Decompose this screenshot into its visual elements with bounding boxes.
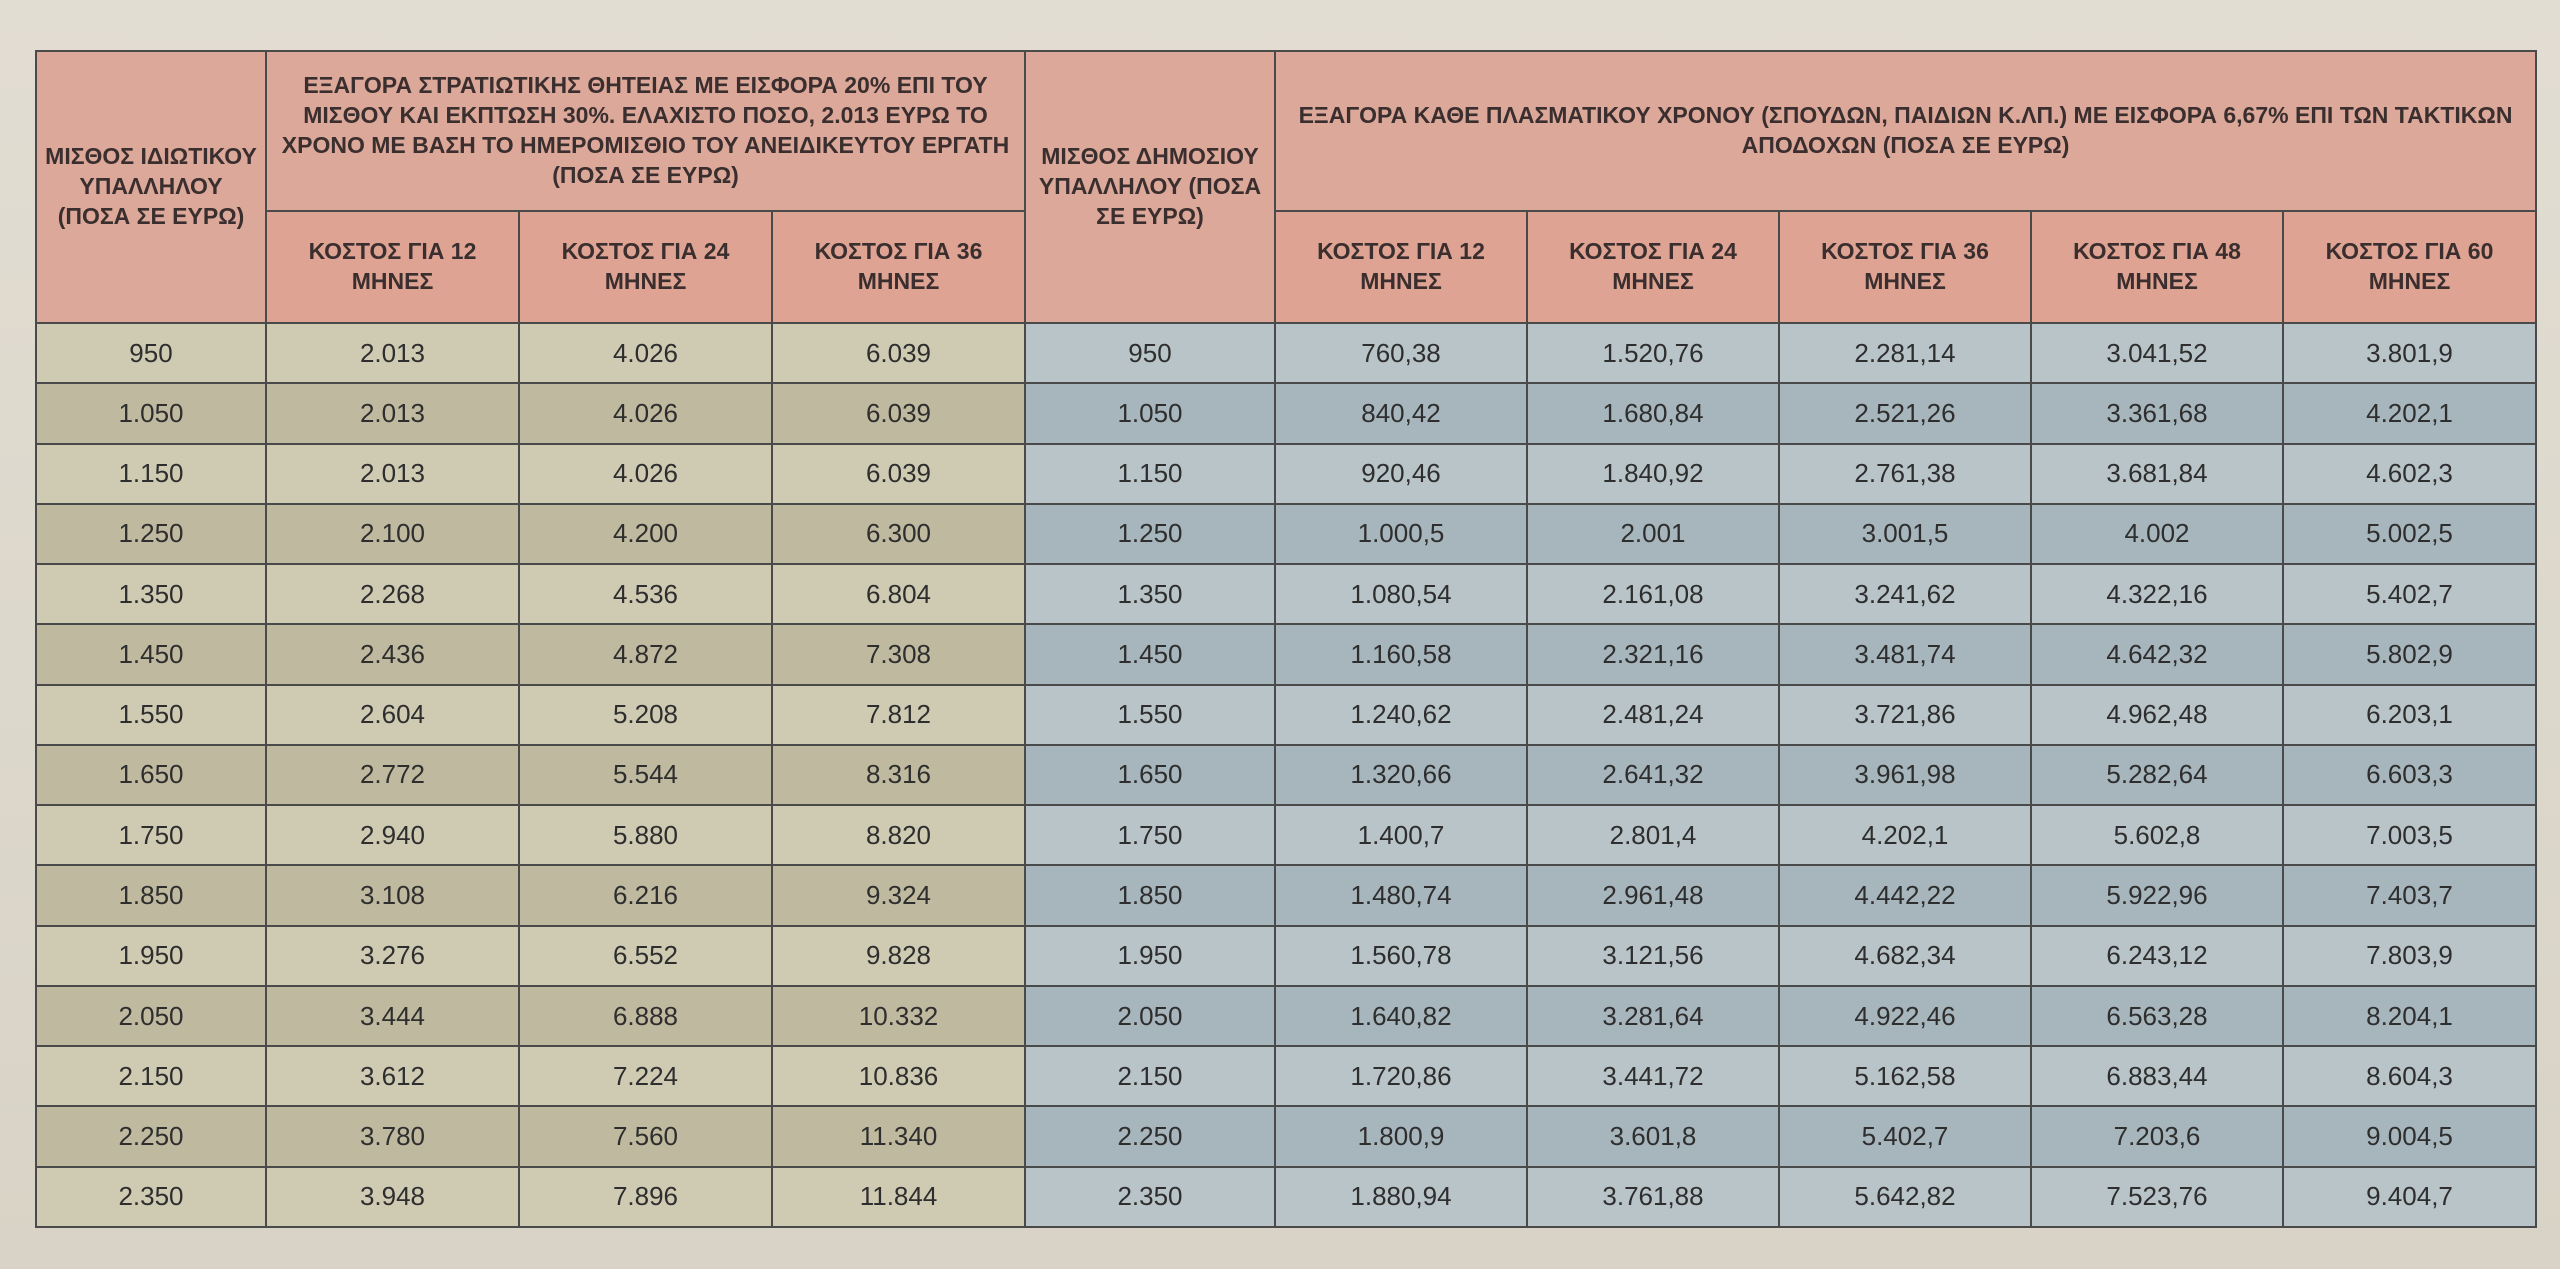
cell-notional-24: 1.520,76 [1527,323,1779,383]
cell-private-salary: 1.550 [36,685,266,745]
cell-public-salary: 1.150 [1025,444,1275,504]
cell-public-salary: 2.050 [1025,986,1275,1046]
subheader-military-12: ΚΟΣΤΟΣ ΓΙΑ 12 ΜΗΝΕΣ [266,211,519,323]
cell-military-24: 4.026 [519,323,772,383]
table-row [36,986,2536,1046]
cell-public-salary: 1.750 [1025,805,1275,865]
cell-military-36: 10.836 [772,1046,1025,1106]
cell-military-36: 8.316 [772,745,1025,805]
cell-notional-36: 4.442,22 [1779,865,2031,925]
cell-military-24: 6.216 [519,865,772,925]
cell-notional-60: 7.803,9 [2283,926,2536,986]
subheader-notional-48: ΚΟΣΤΟΣ ΓΙΑ 48 ΜΗΝΕΣ [2031,211,2283,323]
header-military-buyback: ΕΞΑΓΟΡΑ ΣΤΡΑΤΙΩΤΙΚΗΣ ΘΗΤΕΙΑΣ ΜΕ ΕΙΣΦΟΡΑ 20% ΕΠΙ ΤΟΥ ΜΙΣΘΟΥ ΚΑΙ ΕΚΠΤΩΣΗ 30%. ΕΛΑΧΙΣΤΟ ΠΟΣΟ, 2.013 ΕΥΡΩ ΤΟ ΧΡΟΝΟ ΜΕ ΒΑΣΗ ΤΟ ΗΜΕΡΟΜΙΣΘΙΟ ΤΟΥ ΑΝΕΙΔΙΚΕΥΤΟΥ ΕΡΓΑΤΗ (ΠΟΣΑ ΣΕ ΕΥΡΩ) [266,51,1025,211]
cell-notional-24: 3.761,88 [1527,1167,1779,1227]
cell-private-salary: 2.250 [36,1106,266,1166]
cell-notional-60: 5.802,9 [2283,624,2536,684]
cell-public-salary: 1.550 [1025,685,1275,745]
table-row [36,745,2536,805]
cell-military-12: 3.948 [266,1167,519,1227]
cell-notional-12: 1.800,9 [1275,1106,1527,1166]
cell-notional-48: 6.243,12 [2031,926,2283,986]
cell-notional-24: 3.281,64 [1527,986,1779,1046]
cell-notional-60: 8.604,3 [2283,1046,2536,1106]
cell-private-salary: 1.050 [36,383,266,443]
cell-military-24: 4.026 [519,444,772,504]
cell-notional-24: 3.601,8 [1527,1106,1779,1166]
cell-military-24: 6.888 [519,986,772,1046]
cell-notional-24: 2.961,48 [1527,865,1779,925]
table-row [36,323,2536,383]
cell-military-24: 5.880 [519,805,772,865]
cell-private-salary: 2.350 [36,1167,266,1227]
cell-military-12: 2.013 [266,323,519,383]
cell-military-12: 3.444 [266,986,519,1046]
table-row [36,1046,2536,1106]
table-row [36,1106,2536,1166]
cell-notional-48: 3.681,84 [2031,444,2283,504]
cell-military-12: 2.772 [266,745,519,805]
cell-notional-36: 2.761,38 [1779,444,2031,504]
cell-notional-60: 7.003,5 [2283,805,2536,865]
table-row [36,685,2536,745]
cell-military-12: 3.780 [266,1106,519,1166]
table-row [36,444,2536,504]
cell-military-36: 9.828 [772,926,1025,986]
cell-notional-36: 2.521,26 [1779,383,2031,443]
subheader-notional-24: ΚΟΣΤΟΣ ΓΙΑ 24 ΜΗΝΕΣ [1527,211,1779,323]
cell-notional-24: 3.121,56 [1527,926,1779,986]
cell-military-36: 6.804 [772,564,1025,624]
subheader-notional-36: ΚΟΣΤΟΣ ΓΙΑ 36 ΜΗΝΕΣ [1779,211,2031,323]
cell-notional-48: 4.322,16 [2031,564,2283,624]
cell-military-12: 2.604 [266,685,519,745]
cell-private-salary: 1.250 [36,504,266,564]
cell-notional-48: 5.282,64 [2031,745,2283,805]
buyback-cost-table [35,50,2537,1228]
cell-notional-36: 5.642,82 [1779,1167,2031,1227]
cell-military-24: 7.560 [519,1106,772,1166]
cell-military-12: 3.108 [266,865,519,925]
cell-notional-60: 9.404,7 [2283,1167,2536,1227]
cell-military-12: 2.940 [266,805,519,865]
cell-private-salary: 2.150 [36,1046,266,1106]
cell-notional-48: 4.002 [2031,504,2283,564]
header-notional-time-buyback: ΕΞΑΓΟΡΑ ΚΑΘΕ ΠΛΑΣΜΑΤΙΚΟΥ ΧΡΟΝΟΥ (ΣΠΟΥΔΩΝ, ΠΑΙΔΙΩΝ Κ.ΛΠ.) ΜΕ ΕΙΣΦΟΡΑ 6,67% ΕΠΙ ΤΩΝ ΤΑΚΤΙΚΩΝ ΑΠΟΔΟΧΩΝ (ΠΟΣΑ ΣΕ ΕΥΡΩ) [1275,51,2536,211]
cell-notional-48: 6.883,44 [2031,1046,2283,1106]
cell-public-salary: 2.150 [1025,1046,1275,1106]
cell-notional-12: 1.480,74 [1275,865,1527,925]
cell-private-salary: 950 [36,323,266,383]
cell-notional-24: 3.441,72 [1527,1046,1779,1106]
cell-notional-12: 1.320,66 [1275,745,1527,805]
cell-notional-24: 2.001 [1527,504,1779,564]
cell-public-salary: 1.950 [1025,926,1275,986]
cell-notional-12: 1.000,5 [1275,504,1527,564]
header-private-salary: ΜΙΣΘΟΣ ΙΔΙΩΤΙΚΟΥ ΥΠΑΛΛΗΛΟΥ (ΠΟΣΑ ΣΕ ΕΥΡΩ) [36,51,266,323]
cell-public-salary: 1.250 [1025,504,1275,564]
cell-notional-12: 1.880,94 [1275,1167,1527,1227]
table-row [36,1167,2536,1227]
cell-military-24: 4.872 [519,624,772,684]
cell-military-24: 6.552 [519,926,772,986]
cell-notional-60: 6.203,1 [2283,685,2536,745]
cell-public-salary: 1.650 [1025,745,1275,805]
table-row [36,564,2536,624]
cell-notional-60: 5.002,5 [2283,504,2536,564]
cell-notional-60: 3.801,9 [2283,323,2536,383]
cell-military-12: 3.276 [266,926,519,986]
cell-notional-36: 5.162,58 [1779,1046,2031,1106]
cell-private-salary: 1.350 [36,564,266,624]
cell-notional-60: 4.202,1 [2283,383,2536,443]
cell-military-24: 4.536 [519,564,772,624]
cell-military-36: 11.844 [772,1167,1025,1227]
cell-notional-48: 6.563,28 [2031,986,2283,1046]
cell-military-24: 5.544 [519,745,772,805]
subheader-notional-60: ΚΟΣΤΟΣ ΓΙΑ 60 ΜΗΝΕΣ [2283,211,2536,323]
cell-notional-36: 4.202,1 [1779,805,2031,865]
cell-notional-12: 1.720,86 [1275,1046,1527,1106]
cell-military-12: 2.436 [266,624,519,684]
cell-private-salary: 1.650 [36,745,266,805]
cell-private-salary: 1.450 [36,624,266,684]
cell-military-36: 6.039 [772,323,1025,383]
table-row [36,865,2536,925]
header-public-salary: ΜΙΣΘΟΣ ΔΗΜΟΣΙΟΥ ΥΠΑΛΛΗΛΟΥ (ΠΟΣΑ ΣΕ ΕΥΡΩ) [1025,51,1275,323]
cell-notional-60: 4.602,3 [2283,444,2536,504]
table-row [36,624,2536,684]
table-row [36,504,2536,564]
cell-military-12: 3.612 [266,1046,519,1106]
cell-notional-24: 2.481,24 [1527,685,1779,745]
cell-private-salary: 1.750 [36,805,266,865]
cell-public-salary: 1.850 [1025,865,1275,925]
cell-notional-36: 3.721,86 [1779,685,2031,745]
cell-notional-48: 3.361,68 [2031,383,2283,443]
cell-military-36: 10.332 [772,986,1025,1046]
cell-military-36: 8.820 [772,805,1025,865]
cell-notional-12: 1.560,78 [1275,926,1527,986]
cell-notional-36: 4.922,46 [1779,986,2031,1046]
cell-notional-36: 3.241,62 [1779,564,2031,624]
cell-notional-48: 5.922,96 [2031,865,2283,925]
cell-notional-60: 5.402,7 [2283,564,2536,624]
table-row [36,383,2536,443]
cell-military-24: 4.200 [519,504,772,564]
cell-notional-60: 7.403,7 [2283,865,2536,925]
cell-notional-36: 2.281,14 [1779,323,2031,383]
cell-military-24: 5.208 [519,685,772,745]
subheader-military-36: ΚΟΣΤΟΣ ΓΙΑ 36 ΜΗΝΕΣ [772,211,1025,323]
cell-notional-12: 1.160,58 [1275,624,1527,684]
cell-notional-60: 6.603,3 [2283,745,2536,805]
cell-notional-36: 4.682,34 [1779,926,2031,986]
cell-military-24: 4.026 [519,383,772,443]
cell-military-24: 7.896 [519,1167,772,1227]
cell-military-36: 6.039 [772,383,1025,443]
cell-notional-12: 760,38 [1275,323,1527,383]
cell-public-salary: 1.350 [1025,564,1275,624]
cell-notional-48: 3.041,52 [2031,323,2283,383]
cell-notional-12: 1.400,7 [1275,805,1527,865]
cell-military-36: 11.340 [772,1106,1025,1166]
cell-notional-60: 8.204,1 [2283,986,2536,1046]
cell-notional-12: 1.240,62 [1275,685,1527,745]
cell-notional-48: 7.203,6 [2031,1106,2283,1166]
cell-military-36: 7.812 [772,685,1025,745]
cell-notional-24: 1.680,84 [1527,383,1779,443]
cell-public-salary: 2.350 [1025,1167,1275,1227]
cell-notional-24: 2.321,16 [1527,624,1779,684]
cell-private-salary: 1.850 [36,865,266,925]
cell-military-12: 2.268 [266,564,519,624]
cell-public-salary: 950 [1025,323,1275,383]
cell-notional-12: 920,46 [1275,444,1527,504]
cell-military-36: 7.308 [772,624,1025,684]
cell-notional-36: 5.402,7 [1779,1106,2031,1166]
cell-military-36: 6.300 [772,504,1025,564]
cell-notional-48: 7.523,76 [2031,1167,2283,1227]
cell-military-12: 2.013 [266,444,519,504]
cell-military-36: 6.039 [772,444,1025,504]
cell-notional-24: 2.641,32 [1527,745,1779,805]
cell-notional-60: 9.004,5 [2283,1106,2536,1166]
cell-notional-48: 5.602,8 [2031,805,2283,865]
cell-notional-24: 2.801,4 [1527,805,1779,865]
table-row [36,805,2536,865]
cell-military-12: 2.013 [266,383,519,443]
cell-military-12: 2.100 [266,504,519,564]
cell-public-salary: 1.050 [1025,383,1275,443]
cell-military-36: 9.324 [772,865,1025,925]
subheader-notional-12: ΚΟΣΤΟΣ ΓΙΑ 12 ΜΗΝΕΣ [1275,211,1527,323]
cell-notional-36: 3.001,5 [1779,504,2031,564]
cell-private-salary: 2.050 [36,986,266,1046]
cell-notional-24: 1.840,92 [1527,444,1779,504]
cell-private-salary: 1.150 [36,444,266,504]
cell-notional-48: 4.962,48 [2031,685,2283,745]
cell-notional-12: 1.640,82 [1275,986,1527,1046]
table-body [36,323,2536,1227]
cell-notional-36: 3.961,98 [1779,745,2031,805]
cell-notional-36: 3.481,74 [1779,624,2031,684]
cell-private-salary: 1.950 [36,926,266,986]
cell-notional-48: 4.642,32 [2031,624,2283,684]
cell-military-24: 7.224 [519,1046,772,1106]
cell-notional-12: 840,42 [1275,383,1527,443]
cell-public-salary: 1.450 [1025,624,1275,684]
cell-public-salary: 2.250 [1025,1106,1275,1166]
cell-notional-12: 1.080,54 [1275,564,1527,624]
subheader-military-24: ΚΟΣΤΟΣ ΓΙΑ 24 ΜΗΝΕΣ [519,211,772,323]
cell-notional-24: 2.161,08 [1527,564,1779,624]
table-row [36,926,2536,986]
